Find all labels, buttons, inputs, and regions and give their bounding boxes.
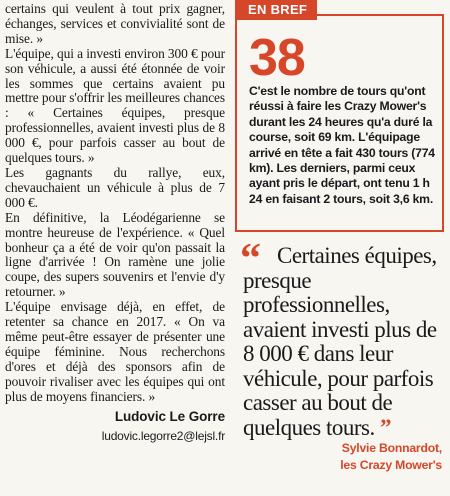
brief-text: C'est le nombre de tours qu'ont réussi à faire les Crazy Mower's durant les 24 heures qu'a duré la course, soit 69 km. L'équipage arrivé en tête a fait 430 tours (774 km). Les derniers, parmi ceux ayant pris le départ, ont tenu 1 h 24 en faisant 2 tours, soit 3,6 km. (249, 84, 435, 206)
article-column (5, 2, 225, 444)
quote-author-team: les Crazy Mower's (340, 458, 442, 472)
quote-author-name: Sylvie Bonnardot, (341, 441, 442, 455)
article-paragraph-4: En définitive, la Léodégarienne se montre heureuse de l'expérience. « Quel bonheur ça a été de voir qu'on passait la ligne d'arrivée ! On ramène une jolie coupe, des supers souvenirs et l'envie d'y retourner. » (5, 209, 225, 300)
quote-open-mark: “ (240, 236, 261, 282)
pull-quote (243, 244, 448, 440)
quote-author (240, 440, 442, 474)
article-author: Ludovic Le Gorre (114, 409, 225, 425)
brief-number: 38 (249, 29, 305, 87)
brief-tab-label: EN BREF (235, 0, 317, 20)
article-paragraph-5: L'équipe envisage déjà, en effet, de retenter sa chance en 2017. « On va même peut-être essayer de présenter une équipe féminine. Nous recherchons d'ores et déjà des sponsors afin de pouvoir rivaliser avec les équipes qui ont plus de moyens financiers. » (5, 299, 225, 404)
article-paragraph-1: certains qui veulent à tout prix gagner, échanges, services et convivialité sont de mise. » (5, 1, 225, 46)
quote-close-mark: ” (380, 414, 392, 440)
article-paragraph-3: Les gagnants du rallye, eux, chevauchaient un véhicule à plus de 7 000 €. (5, 164, 225, 210)
author-email: ludovic.legorre2@lejsl.fr (101, 429, 225, 444)
pull-quote-text: Certaines équipes, presque professionnelles, avaient investi plus de 8 000 € dans leur véhicule, pour parfois casser au bout de quelques tours. (243, 243, 437, 440)
article-paragraph-2: L'équipe, qui a investi environ 300 € pour son véhicule, a aussi été étonnée de voir les sommes que certains avaient pu mettre pour s'offrir les meilleures chances : « Certaines équipes, presque professionnelles, avaient investi plus de 8 000 €, pour parfois casser au bout de quelques tours. » (5, 45, 225, 166)
